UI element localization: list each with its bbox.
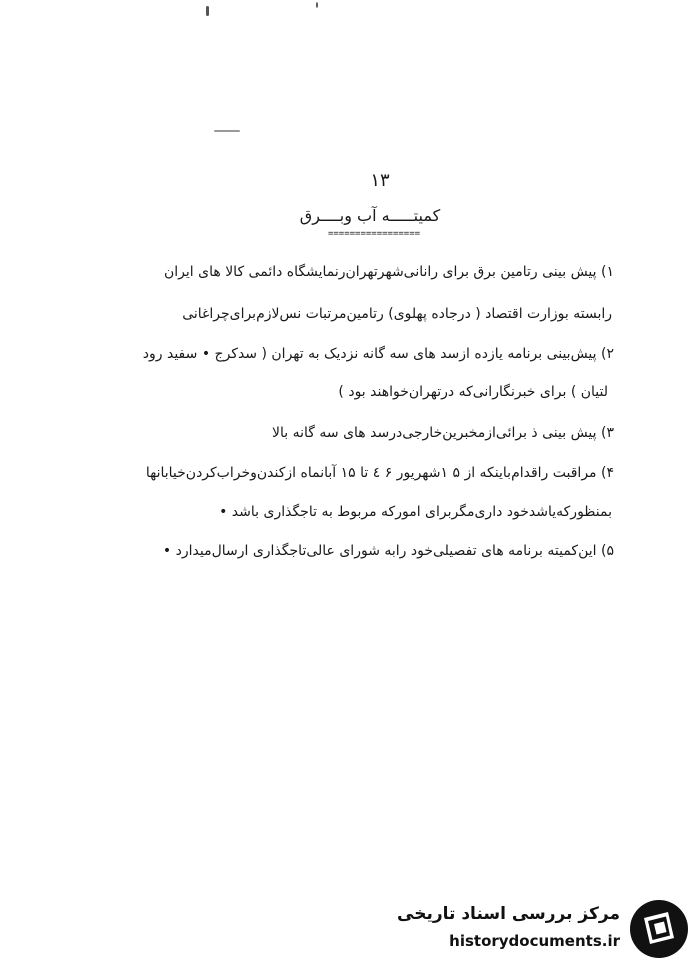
footer-organization-title: مرکز بررسی اسناد تاریخی — [397, 904, 620, 924]
committee-heading: کمیتـــــه آب وبــــرق — [299, 206, 441, 225]
footer-website-url[interactable]: historydocuments.ir — [449, 932, 620, 950]
item-4-line-1: ۴) مراقبت راقدام‌باینکه از ۵ ۱شهریور ۶ ٤ تا ۱۵ آبانماه ازکندن‌وخراب‌کردن‌خیابانها — [145, 465, 614, 481]
scan-speck — [316, 2, 318, 8]
item-4-line-2: بمنظورکه‌یاشد‌خود داری‌مگربرای امورکه مربوط به تاجگذاری باشد • — [219, 504, 612, 520]
item-2-line-1: ۲) پیش‌بینی برنامه یازده ازسد های سه گانه نزدیک به تهران ( سدکرج • سفید رود — [142, 346, 614, 362]
item-2-line-2: لتیان ) برای ‌خبرنگارانی‌که درتهران‌خواهند بود ) — [338, 384, 608, 400]
page-number: ۱۳ — [370, 170, 390, 191]
scan-speck — [214, 130, 240, 132]
scan-speck — [206, 6, 209, 16]
item-3-line-1: ۳) پیش بینی ذ برائی‌ازمخبرین‌خارجی‌درسد های سه گانه بالا — [272, 425, 614, 441]
heading-underline: ================= — [327, 229, 421, 239]
archive-document-logo-icon — [628, 898, 690, 960]
item-5-line-1: ۵) این‌کمیته برنامه های تفصیلی‌خود رابه شورای عالی‌تاجگذاری ارسال‌میدارد • — [162, 543, 614, 559]
item-1-line-2: رابسته بوزارت اقتصاد ( درجاده پهلوی) رتامین‌مرتبات‌ نس‌لازم‌برای‌چراغانی — [182, 306, 612, 322]
item-1-line-1: ۱) پیش بینی رتامین برق برای رانانی‌شهرتهران‌رنمایشگاه دائمی کالا های ایران — [164, 264, 614, 280]
